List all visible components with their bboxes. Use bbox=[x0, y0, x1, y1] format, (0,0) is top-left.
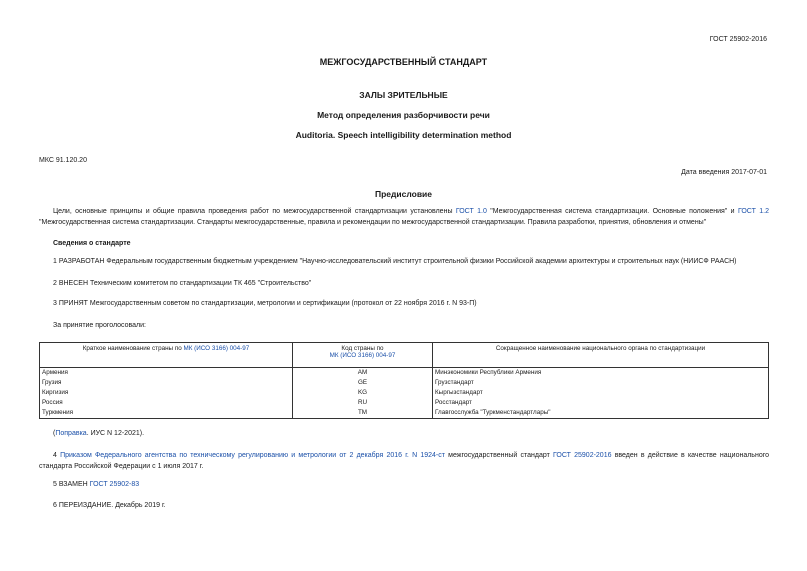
about-standard-heading: Сведения о стандарте bbox=[53, 240, 131, 247]
preface-paragraph bbox=[39, 206, 769, 228]
replaces-info bbox=[53, 481, 139, 488]
header-country-text: Краткое наименование страны по bbox=[82, 345, 184, 352]
table-row bbox=[40, 398, 769, 408]
table-header-row bbox=[40, 343, 769, 368]
voting-countries-table bbox=[39, 342, 769, 419]
amendment-text: . ИУС N 12-2021). bbox=[86, 430, 145, 437]
standard-title: ЗАЛЫ ЗРИТЕЛЬНЫЕ bbox=[359, 90, 448, 100]
country-code: KG bbox=[293, 388, 433, 398]
country-name: Киргизия bbox=[40, 388, 293, 398]
item4-number: 4 bbox=[53, 452, 61, 459]
country-code: AM bbox=[293, 368, 433, 379]
table-row bbox=[40, 378, 769, 388]
header-national-body: Сокращенное наименование национального органа по стандартизации bbox=[433, 343, 769, 368]
standard-subtitle-en: Auditoria. Speech intelligibility determination method bbox=[295, 130, 512, 140]
table-row bbox=[40, 368, 769, 379]
country-name: Армения bbox=[40, 368, 293, 379]
document-id: ГОСТ 25902-2016 bbox=[709, 36, 767, 43]
country-code: TM bbox=[293, 408, 433, 419]
rosstandart-order-link[interactable]: Приказом Федерального агентства по техническому регулированию и метрологии от 2 декабря 2016 г. N 1924-ст bbox=[60, 452, 445, 459]
national-body: Кыргызстандарт bbox=[433, 388, 769, 398]
table-row bbox=[40, 388, 769, 398]
developer-info: 1 РАЗРАБОТАН Федеральным государственным бюджетным учреждением "Научно-исследовательский институт строительной физики Российской академии архитектуры и строительных наук (НИИСФ РААСН) bbox=[53, 258, 737, 265]
submitted-by-info: 2 ВНЕСЕН Техническим комитетом по стандартизации ТК 465 "Строительство" bbox=[53, 280, 312, 287]
item4-text: межгосударственный стандарт bbox=[444, 452, 553, 459]
preface-text-3: "Межгосударственная система стандартизации. Стандарты межгосударственные, правила и рекомендации по межгосударственной стандартизации. Правила разработки, принятия, обновления и отмены" bbox=[39, 219, 707, 226]
document-main-title: МЕЖГОСУДАРСТВЕННЫЙ СТАНДАРТ bbox=[319, 57, 488, 67]
header-country-name bbox=[40, 343, 293, 368]
gost-1-0-link[interactable]: ГОСТ 1.0 bbox=[455, 208, 487, 215]
standard-subtitle-ru: Метод определения разборчивости речи bbox=[317, 110, 490, 120]
adopted-by-info: 3 ПРИНЯТ Межгосударственным советом по стандартизации, метрологии и сертификации (протокол от 22 ноября 2016 г. N 93-П) bbox=[53, 300, 477, 307]
preface-heading: Предисловие bbox=[374, 189, 433, 199]
amendment-note bbox=[53, 430, 144, 437]
country-name: Россия bbox=[40, 398, 293, 408]
national-body: Минэкономики Республики Армения bbox=[433, 368, 769, 379]
gost-25902-83-link[interactable]: ГОСТ 25902-83 bbox=[89, 481, 140, 488]
header-code-text: Код страны по bbox=[341, 345, 384, 352]
voted-label: За принятие проголосовали: bbox=[53, 322, 146, 329]
preface-text-2: "Межгосударственная система стандартизации. Основные положения" и bbox=[486, 208, 738, 215]
national-body: Росстандарт bbox=[433, 398, 769, 408]
gost-1-2-link[interactable]: ГОСТ 1.2 bbox=[737, 208, 769, 215]
country-code: GE bbox=[293, 378, 433, 388]
reissue-info: 6 ПЕРЕИЗДАНИЕ. Декабрь 2019 г. bbox=[53, 502, 166, 509]
national-body: Грузстандарт bbox=[433, 378, 769, 388]
mk-iso-code-link[interactable]: МК (ИСО 3166) 004-97 bbox=[329, 352, 396, 359]
amendment-link[interactable]: Поправка bbox=[55, 430, 87, 437]
country-code: RU bbox=[293, 398, 433, 408]
country-name: Грузия bbox=[40, 378, 293, 388]
header-country-code bbox=[293, 343, 433, 368]
mk-iso-link[interactable]: МК (ИСО 3166) 004-97 bbox=[183, 345, 250, 352]
country-name: Туркмения bbox=[40, 408, 293, 419]
national-body: Главгосслужба "Туркменстандартлары" bbox=[433, 408, 769, 419]
gost-25902-2016-link[interactable]: ГОСТ 25902-2016 bbox=[552, 452, 612, 459]
amendment-open: ( bbox=[53, 430, 56, 437]
intro-date: Дата введения 2017-07-01 bbox=[681, 169, 767, 176]
enactment-paragraph bbox=[39, 450, 769, 472]
mks-code: МКС 91.120.20 bbox=[39, 157, 87, 164]
replaces-text: 5 ВЗАМЕН bbox=[53, 481, 90, 488]
table-row bbox=[40, 408, 769, 419]
item4-text-end: введен в действие в качестве национального стандарта Российской Федерации с 1 июля 2017 г. bbox=[39, 452, 770, 470]
preface-text-1: Цели, основные принципы и общие правила проведения работ по межгосударственной стандартизации установлены bbox=[53, 208, 456, 215]
